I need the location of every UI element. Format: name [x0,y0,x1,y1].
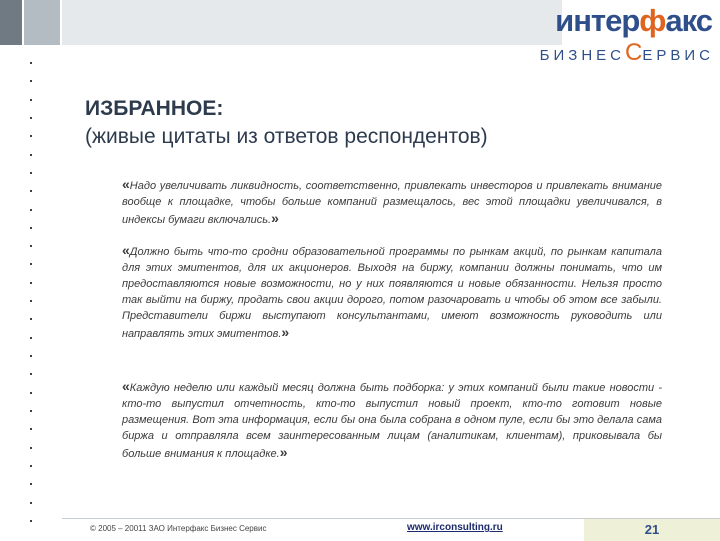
quote-3 [122,378,662,462]
close-quote: » [279,444,288,460]
divider-dot [30,337,32,339]
divider-dot [30,392,32,394]
website-link[interactable]: www.irconsulting.ru [407,522,503,533]
divider-dot [30,80,32,82]
page-number-box [584,519,720,541]
divider-dot [30,447,32,449]
divider-dot [30,245,32,247]
quote-2 [122,242,662,342]
divider-dot [30,62,32,64]
header-band-mid [24,0,60,45]
quote-text: Надо увеличивать ликвидность, соответственно, привлекать инвесторов и привлекать внимание вообще к площадке, чтобы больше компаний размещалось, вес этой площадки увеличивался, в индексы бумаги включались. [122,180,662,226]
divider-dot [30,190,32,192]
open-quote: « [122,176,130,192]
divider-dot [30,520,32,522]
slide-title [85,95,645,151]
quote-text: Должно быть что-то сродни образовательной программы по рынкам акций, по рынкам капитала для этих эмитентов, для их акционеров. Выходя на биржу, компании должны понимать, что им предоставляются новые возможности, но у них появляются и новые обязанности. Нельзя просто так выйти на биржу, продать свои акции дорого, потом разочаровать и чтобы об этом все забыли. Представители биржи выступают консультантами, имеют возможность руководить или направлять этих эмитентов. [122,246,662,340]
header-band-dark [0,0,22,45]
divider-dot [30,117,32,119]
divider-dot [30,135,32,137]
divider-dot [30,355,32,357]
divider-dot [30,154,32,156]
divider-dot [30,502,32,504]
header-band-light [62,0,562,45]
dotted-divider [28,62,34,522]
divider-dot [30,209,32,211]
divider-dot [30,483,32,485]
divider-dot [30,465,32,467]
close-quote: » [271,210,279,226]
copyright-text: © 2005 – 20011 ЗАО Интерфакс Бизнес Сервис [90,524,267,533]
close-quote: » [281,324,290,340]
divider-dot [30,373,32,375]
divider-dot [30,318,32,320]
divider-dot [30,172,32,174]
interfax-logo [539,2,718,68]
divider-dot [30,263,32,265]
divider-dot [30,99,32,101]
logo-wordmark: интерфакс [555,3,712,38]
footer [62,518,720,541]
divider-dot [30,227,32,229]
page-title: ИЗБРАННОЕ: [85,97,224,120]
divider-dot [30,428,32,430]
open-quote: « [122,242,130,258]
quote-text: Каждую неделю или каждый месяц должна быть подборка: у этих компаний были такие новости - кто-то выпустил отчетность, кто-то выпустил новый проект, кто-то готовит новые размещения. Вот эта информация, если бы она была собрана в одном пуле, если бы это делала сама биржа и отправляла всем заинтересованным лицам (аналитикам, клиентам), приковывала бы больше внимания к площадке. [122,382,662,460]
page-subtitle: (живые цитаты из ответов респондентов) [85,125,488,148]
divider-dot [30,282,32,284]
open-quote: « [122,378,130,394]
logo-subtitle: БИЗНЕССЕРВИС [539,39,714,66]
page-number: 21 [644,522,660,537]
divider-dot [30,300,32,302]
divider-dot [30,410,32,412]
quote-1 [122,176,662,228]
